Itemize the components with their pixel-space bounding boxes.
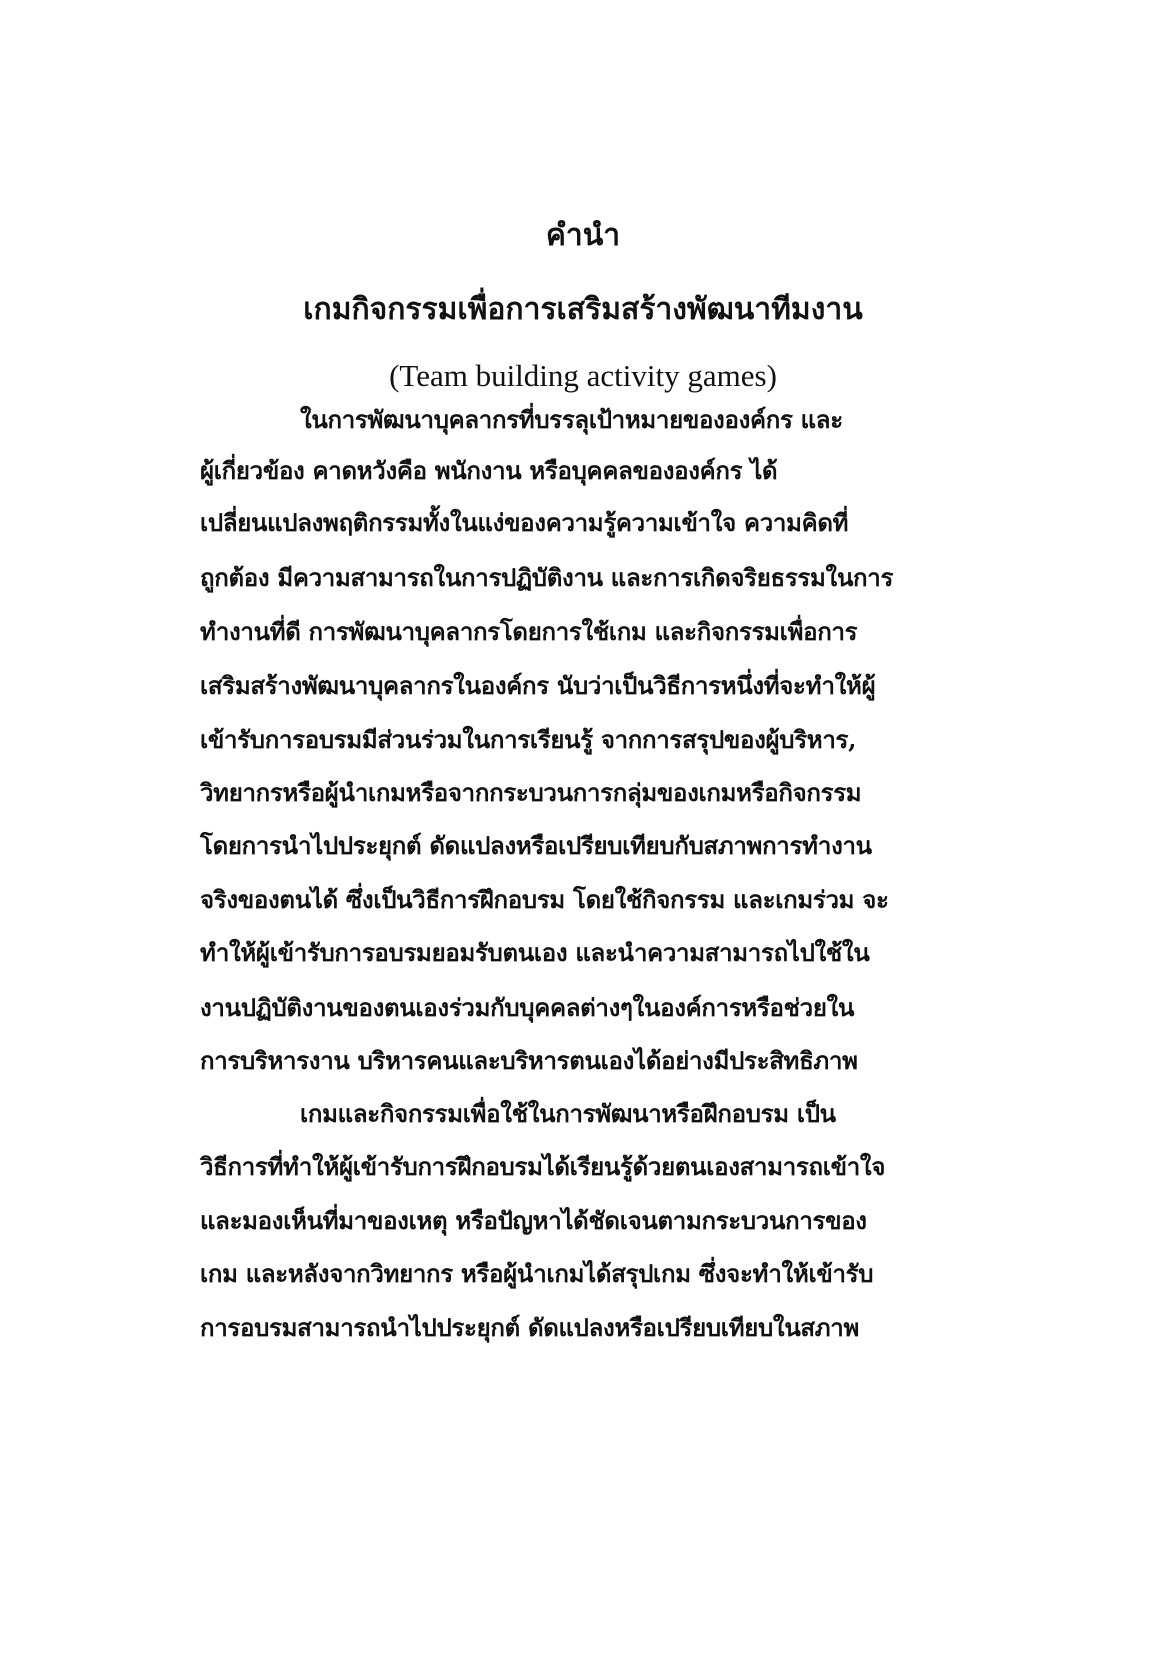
paragraph-1-line-8: วิทยากรหรือผู้นำเกมหรือจากกระบวนการกลุ่มของเกมหรือกิจกรรม <box>200 778 862 807</box>
paragraph-1-line-7: เข้ารับการอบรมมีส่วนร่วมในการเรียนรู้ จากการสรุปของผู้บริหาร, <box>200 725 857 754</box>
paragraph-2-line-2: วิธีการที่ทำให้ผู้เข้ารับการฝึกอบรมได้เรียนรู้ด้วยตนเองสามารถเข้าใจ <box>200 1152 886 1181</box>
paragraph-1-line-2: ผู้เกี่ยวข้อง คาดหวังคือ พนักงาน หรือบุคคลขององค์กร ได้ <box>200 456 778 485</box>
paragraph-2-line-4: เกม และหลังจากวิทยากร หรือผู้นำเกมได้สรุปเกม ซึ่งจะทำให้เข้ารับ <box>200 1259 874 1288</box>
page-title: คำนำ <box>545 218 621 253</box>
paragraph-1-line-12: งานปฏิบัติงานของตนเองร่วมกับบุคคลต่างๆในองค์การหรือช่วยใน <box>200 993 855 1022</box>
paragraph-1-line-4: ถูกต้อง มีความสามารถในการปฏิบัติงาน และการเกิดจริยธรรมในการ <box>200 563 894 592</box>
paragraph-1-line-1: ในการพัฒนาบุคลากรที่บรรลุเป้าหมายขององค์กร และ <box>300 405 843 434</box>
document-subtitle: (Team building activity games) <box>389 358 777 393</box>
paragraph-2-line-5: การอบรมสามารถนำไปประยุกต์ ดัดแปลงหรือเปรียบเทียบในสภาพ <box>200 1313 860 1342</box>
paragraph-1-line-6: เสริมสร้างพัฒนาบุคลากรในองค์กร นับว่าเป็นวิธีการหนึ่งที่จะทำให้ผู้ <box>200 671 876 700</box>
paragraph-1-line-5: ทำงานที่ดี การพัฒนาบุคลากรโดยการใช้เกม และกิจกรรมเพื่อการ <box>200 617 858 646</box>
document-heading: เกมกิจกรรมเพื่อการเสริมสร้างพัฒนาทีมงาน <box>303 292 863 327</box>
paragraph-2-line-1: เกมและกิจกรรมเพื่อใช้ในการพัฒนาหรือฝึกอบรม เป็น <box>300 1099 836 1128</box>
paragraph-1-line-9: โดยการนำไปประยุกต์ ดัดแปลงหรือเปรียบเทียบกับสภาพการทำงาน <box>200 831 872 860</box>
paragraph-1-line-11: ทำให้ผู้เข้ารับการอบรมยอมรับตนเอง และนำความสามารถไปใช้ใน <box>200 938 870 967</box>
paragraph-1-line-13: การบริหารงาน บริหารคนและบริหารตนเองได้อย่างมีประสิทธิภาพ <box>200 1046 858 1075</box>
paragraph-1-line-3: เปลี่ยนแปลงพฤติกรรมทั้งในแง่ของความรู้ความเข้าใจ ความคิดที่ <box>200 508 849 537</box>
paragraph-1-line-10: จริงของตนได้ ซึ่งเป็นวิธีการฝึกอบรม โดยใช้กิจกรรม และเกมร่วม จะ <box>200 885 889 914</box>
paragraph-2-line-3: และมองเห็นที่มาของเหตุ หรือปัญหาได้ชัดเจนตามกระบวนการของ <box>200 1206 867 1235</box>
